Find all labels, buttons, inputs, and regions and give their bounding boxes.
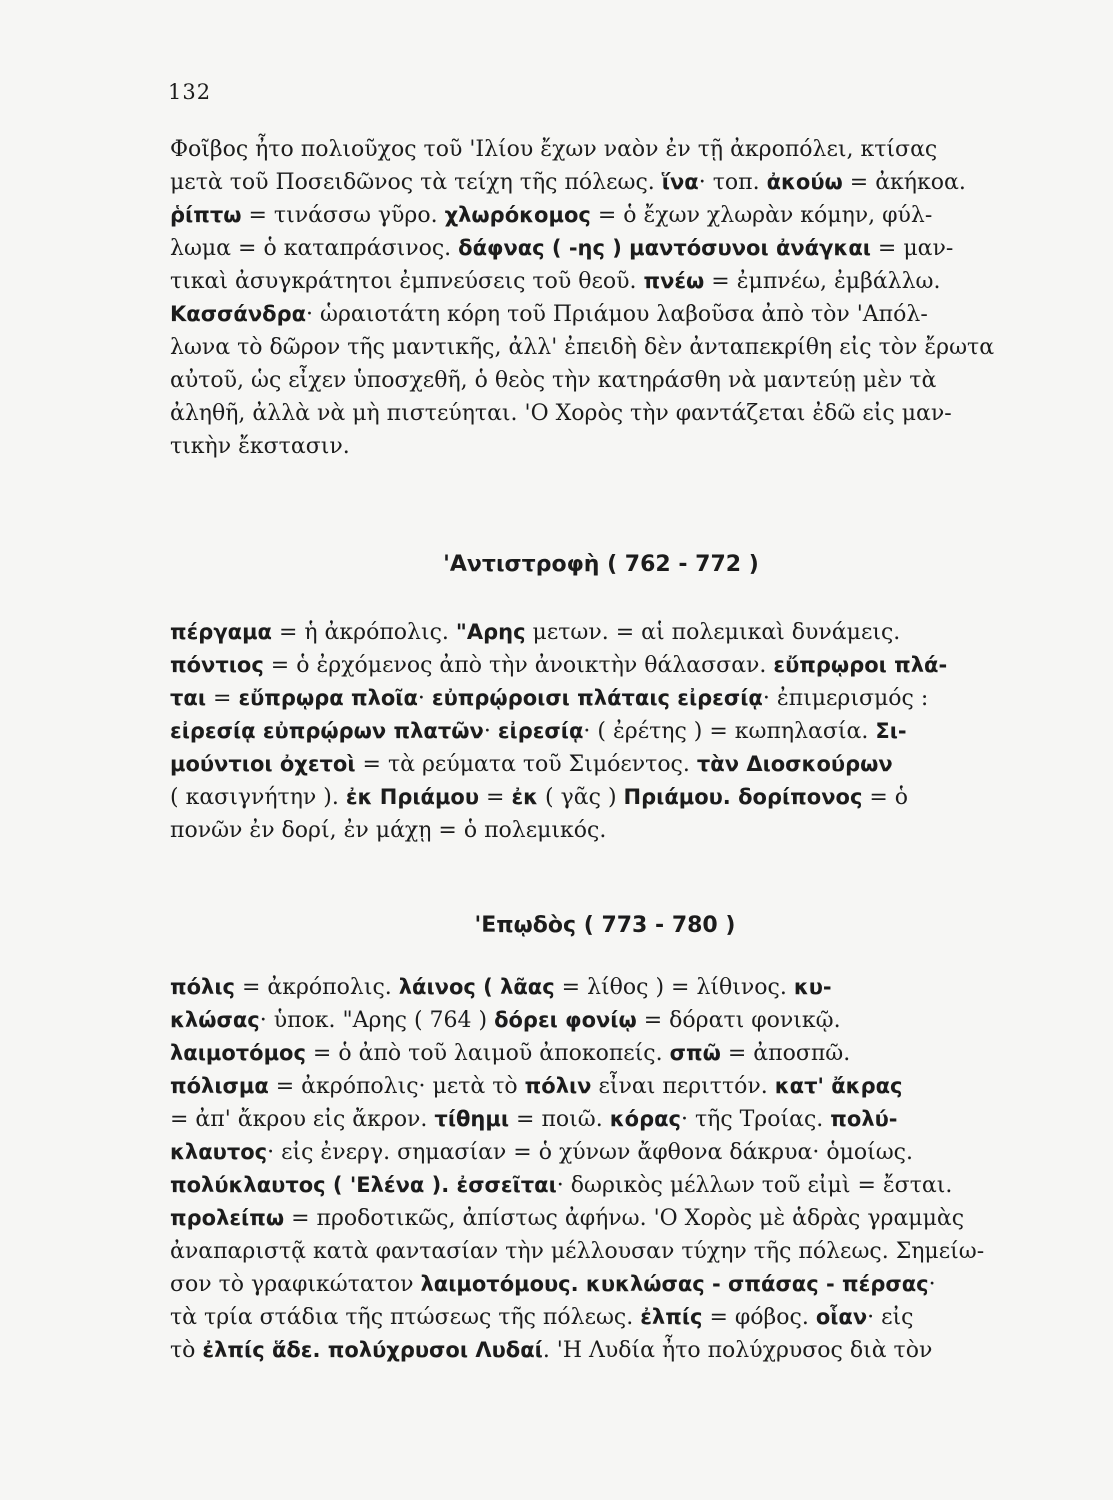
gloss-text: · εἰς ἐνεργ. σημασίαν = ὁ χύνων ἄφθονα δάκρυα· ὁμοίως. bbox=[267, 1140, 913, 1165]
gloss-text: = τὰ ρεύματα τοῦ Σιμόεντος. bbox=[355, 752, 697, 777]
lemma-term: λάινος ( λᾶας bbox=[398, 975, 555, 999]
lemma-term: Πριάμου. δορίπονος bbox=[623, 785, 863, 809]
gloss-text: τὸ bbox=[170, 1338, 203, 1363]
gloss-text: = λίθος ) = λίθινος. bbox=[554, 975, 794, 1000]
lemma-term: προλείπω bbox=[170, 1206, 285, 1230]
lemma-term: πόλιν bbox=[524, 1074, 592, 1098]
gloss-text: · τῆς Τροίας. bbox=[680, 1107, 831, 1132]
gloss-text: = ὁ ἀπὸ τοῦ λαιμοῦ ἀποκοπείς. bbox=[305, 1041, 670, 1066]
lemma-term: τὰν Διοσκούρων bbox=[696, 752, 893, 776]
gloss-text: · δωρικὸς μέλλων τοῦ εἰμὶ = ἔσται. bbox=[556, 1173, 953, 1198]
gloss-text: = ἀκήκοα. bbox=[842, 170, 966, 195]
gloss-text: = ἐμπνέω, ἐμβάλλω. bbox=[704, 269, 941, 294]
lemma-term: πόλις bbox=[170, 975, 235, 999]
gloss-text: = bbox=[206, 686, 239, 711]
text-line bbox=[170, 649, 1020, 682]
lemma-term: ἐλπίς ἅδε. πολύχρυσοι Λυδαί bbox=[202, 1338, 543, 1362]
gloss-text: λωνα τὸ δῶρον τῆς μαντικῆς, ἀλλ' ἐπειδὴ δὲν ἀνταπεκρίθη εἰς τὸν ἔρωτα bbox=[170, 335, 995, 360]
gloss-text: εἶναι περιττόν. bbox=[591, 1074, 775, 1099]
gloss-text: = δόρατι φονικῷ. bbox=[636, 1008, 841, 1033]
text-line bbox=[170, 814, 1020, 847]
lemma-term: εἰρεσίᾳ εὐπρῴρων πλατῶν bbox=[170, 719, 484, 743]
lemma-term: ἐκ bbox=[511, 785, 539, 809]
text-line bbox=[170, 1301, 1020, 1334]
lemma-term: δόρει φονίῳ bbox=[494, 1008, 637, 1032]
lemma-term: κυ- bbox=[793, 975, 832, 999]
text-line bbox=[170, 1235, 1020, 1268]
text-line bbox=[170, 1070, 1020, 1103]
gloss-text: = ὁ bbox=[862, 785, 909, 810]
gloss-text: = μαν- bbox=[870, 236, 954, 261]
lemma-term: ἵνα bbox=[661, 170, 699, 194]
text-line bbox=[170, 298, 1020, 331]
lemma-term: ἐλπίς bbox=[640, 1305, 703, 1329]
gloss-text: ἀναπαριστᾷ κατὰ φαντασίαν τὴν μέλλουσαν τύχην τῆς πόλεως. Σημείω- bbox=[170, 1239, 985, 1264]
text-line bbox=[170, 748, 1020, 781]
lemma-term: πέργαμα bbox=[170, 620, 272, 644]
gloss-text: · ἐπιμερισμός : bbox=[762, 686, 929, 711]
gloss-text: . 'Η Λυδία ἦτο πολύχρυσος διὰ τὸν bbox=[542, 1338, 933, 1363]
lemma-term: Κασσάνδρα bbox=[170, 302, 307, 326]
text-line bbox=[170, 1004, 1020, 1037]
text-line bbox=[170, 133, 1020, 166]
lemma-term: ῥίπτω bbox=[170, 203, 242, 227]
gloss-text: τικαὶ ἀσυγκράτητοι ἐμπνεύσεις τοῦ θεοῦ. bbox=[170, 269, 644, 294]
lemma-term: εἰρεσίᾳ bbox=[497, 719, 584, 743]
gloss-text: τικὴν ἔκστασιν. bbox=[170, 434, 350, 459]
antistrophe-commentary bbox=[170, 616, 1020, 847]
lemma-term: ἀκούω bbox=[766, 170, 843, 194]
gloss-text: · ( ἐρέτης ) = κωπηλασία. bbox=[583, 719, 876, 744]
gloss-text: μετὰ τοῦ Ποσειδῶνος τὰ τείχη τῆς πόλεως. bbox=[170, 170, 662, 195]
lemma-term: τίθημι bbox=[434, 1107, 510, 1131]
gloss-text: = ἀκρόπολις· μετὰ τὸ bbox=[268, 1074, 525, 1099]
text-line bbox=[170, 430, 1020, 463]
lemma-term: Σι- bbox=[875, 719, 907, 743]
page-number: 132 bbox=[168, 80, 212, 104]
text-line bbox=[170, 715, 1020, 748]
gloss-text: = τινάσσω γῦρο. bbox=[241, 203, 445, 228]
gloss-text: = ἡ ἀκρόπολις. bbox=[271, 620, 456, 645]
gloss-text: τὰ τρία στάδια τῆς πτώσεως τῆς πόλεως. bbox=[170, 1305, 641, 1330]
lemma-term: μούντιοι ὀχετοὶ bbox=[170, 752, 356, 776]
text-line bbox=[170, 331, 1020, 364]
gloss-text: · bbox=[417, 686, 432, 711]
lemma-term: δάφνας ( -ης ) μαντόσυνοι ἀνάγκαι bbox=[458, 236, 871, 260]
lemma-term: πνέω bbox=[643, 269, 705, 293]
gloss-text: Φοῖβος ἦτο πολιοῦχος τοῦ 'Ιλίου ἔχων ναὸν ἐν τῇ ἀκροπόλει, κτίσας bbox=[170, 137, 938, 162]
gloss-text: = ποιῶ. bbox=[509, 1107, 610, 1132]
text-line bbox=[170, 199, 1020, 232]
lemma-term: εὔπρῳρα πλοῖα bbox=[238, 686, 418, 710]
gloss-text: = ἀπ' ἄκρου εἰς ἄκρον. bbox=[170, 1107, 435, 1132]
lemma-term: λαιμοτόμους. κυκλώσας - σπάσας - πέρσας bbox=[420, 1272, 929, 1296]
text-line bbox=[170, 364, 1020, 397]
gloss-text: = bbox=[479, 785, 512, 810]
text-line bbox=[170, 1202, 1020, 1235]
lemma-term: εὐπρῴροισι πλάταις εἰρεσίᾳ bbox=[431, 686, 763, 710]
gloss-text: · εἰς bbox=[867, 1305, 914, 1330]
text-line bbox=[170, 265, 1020, 298]
lemma-term: χλωρόκομος bbox=[444, 203, 591, 227]
lemma-term: πόλισμα bbox=[170, 1074, 269, 1098]
text-line bbox=[170, 166, 1020, 199]
gloss-text: = προδοτικῶς, ἀπίστως ἀφήνω. 'Ο Χορὸς μὲ ἁδρὰς γραμμὰς bbox=[284, 1206, 965, 1231]
gloss-text: μετων. = αἱ πολεμικαὶ δυνάμεις. bbox=[525, 620, 901, 645]
text-line bbox=[170, 1334, 1020, 1367]
epode-commentary bbox=[170, 971, 1020, 1367]
text-line bbox=[170, 781, 1020, 814]
gloss-text: σον τὸ γραφικώτατον bbox=[170, 1272, 421, 1297]
lemma-term: ται bbox=[170, 686, 207, 710]
gloss-text: ἀληθῆ, ἀλλὰ νὰ μὴ πιστεύηται. 'Ο Χορὸς τὴν φαντάζεται ἐδῶ εἰς μαν- bbox=[170, 401, 952, 426]
gloss-text: · bbox=[483, 719, 498, 744]
gloss-text: λωμα = ὁ καταπράσινος. bbox=[170, 236, 459, 261]
lemma-term: κλώσας bbox=[170, 1008, 260, 1032]
text-line bbox=[170, 1268, 1020, 1301]
text-line bbox=[170, 1103, 1020, 1136]
gloss-text: · ὑποκ. "Αρης ( 764 ) bbox=[259, 1008, 495, 1033]
text-line bbox=[170, 1169, 1020, 1202]
gloss-text: αὐτοῦ, ὡς εἶχεν ὑποσχεθῆ, ὁ θεὸς τὴν κατηράσθη νὰ μαντεύῃ μὲν τὰ bbox=[170, 368, 937, 393]
gloss-text: = ὁ ἔχων χλωρὰν κόμην, φύλ- bbox=[590, 203, 933, 228]
text-line bbox=[170, 1037, 1020, 1070]
lemma-term: πολύ- bbox=[830, 1107, 898, 1131]
lemma-term: κατ' ἄκρας bbox=[774, 1074, 903, 1098]
text-line bbox=[170, 682, 1020, 715]
text-line bbox=[170, 232, 1020, 265]
lemma-term: εὔπρῳροι πλά- bbox=[773, 653, 948, 677]
lemma-term: πόντιος bbox=[170, 653, 264, 677]
text-line bbox=[170, 397, 1020, 430]
section-heading-antistrophe: 'Αντιστροφὴ ( 762 - 772 ) bbox=[443, 552, 759, 577]
gloss-text: · bbox=[928, 1272, 936, 1297]
lemma-term: σπῶ bbox=[669, 1041, 721, 1065]
lemma-term: λαιμοτόμος bbox=[170, 1041, 306, 1065]
gloss-text: = ἀκρόπολις. bbox=[234, 975, 399, 1000]
text-line bbox=[170, 616, 1020, 649]
intro-commentary bbox=[170, 133, 1020, 463]
text-line bbox=[170, 1136, 1020, 1169]
lemma-term: "Αρης bbox=[455, 620, 526, 644]
text-line bbox=[170, 971, 1020, 1004]
gloss-text: = ἀποσπῶ. bbox=[720, 1041, 851, 1066]
gloss-text: · ὡραιοτάτη κόρη τοῦ Πριάμου λαβοῦσα ἀπὸ τὸν 'Απόλ- bbox=[306, 302, 928, 327]
lemma-term: ἐκ Πριάμου bbox=[345, 785, 480, 809]
gloss-text: πονῶν ἐν δορί, ἐν μάχῃ = ὁ πολεμικός. bbox=[170, 818, 607, 843]
lemma-term: κλαυτος bbox=[170, 1140, 268, 1164]
lemma-term: οἷαν bbox=[815, 1305, 868, 1329]
gloss-text: ( γᾶς ) bbox=[538, 785, 624, 810]
gloss-text: · τοπ. bbox=[698, 170, 767, 195]
section-heading-epode: 'Επῳδὸς ( 773 - 780 ) bbox=[474, 913, 736, 938]
gloss-text: ( κασιγνήτην ). bbox=[170, 785, 346, 810]
lemma-term: πολύκλαυτος ( 'Ελένα ). ἐσσεῖται bbox=[170, 1173, 557, 1197]
gloss-text: = ὁ ἐρχόμενος ἀπὸ τὴν ἀνοικτὴν θάλασσαν. bbox=[263, 653, 774, 678]
gloss-text: = φόβος. bbox=[702, 1305, 816, 1330]
lemma-term: κόρας bbox=[609, 1107, 681, 1131]
